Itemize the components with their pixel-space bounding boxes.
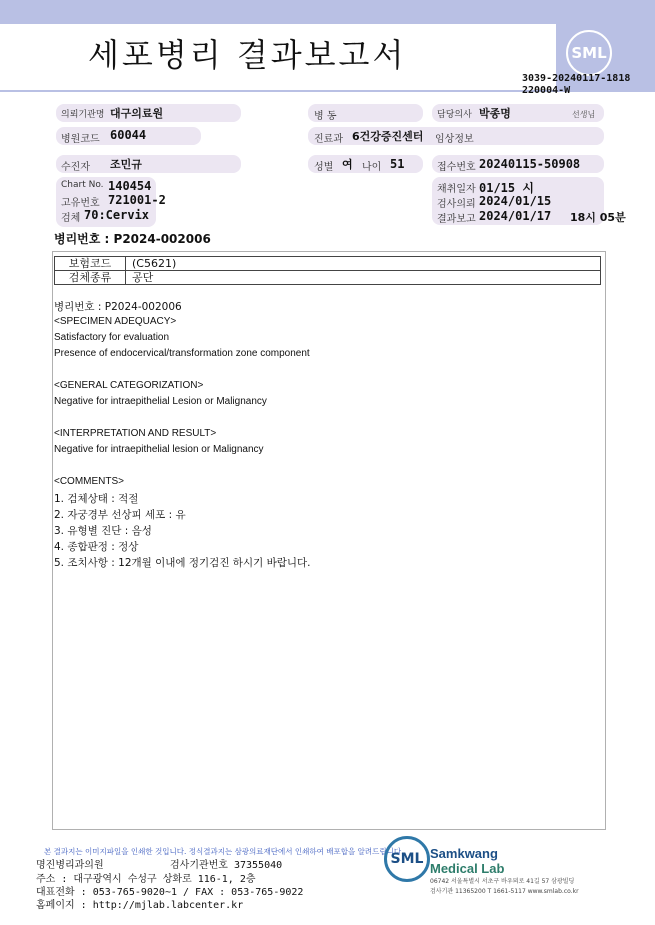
report-line: 1. 검체상태 : 적절 [54,493,139,505]
doctor-suffix: 선생님 [572,110,596,119]
clinical-info-label: 임상정보 [435,134,474,145]
collect-date: 01/15 시 [479,181,534,195]
report-line: Satisfactory for evaluation [54,332,170,343]
age-value: 51 [390,157,405,171]
report-line: 3. 유형별 진단 : 음성 [54,525,152,537]
report-line: Negative for intraepithelial Lesion or Malignancy [54,396,267,407]
sex-value: 여 [342,158,353,171]
receipt-label: 접수번호 [437,162,476,173]
report-line: 병리번호 : P2024-002006 [54,301,182,313]
report-line: <SPECIMEN ADEQUACY> [54,316,177,327]
hospital-name: 대구의료원 [110,107,164,120]
brand-address: 06742 서울특별시 서초구 바우뫼로 41길 57 삼광빌딩 [430,878,575,885]
specimen-label: 검체 [61,213,81,224]
table-cell-label: 검체종류 [55,271,126,285]
specimen-value: 70:Cervix [84,208,150,222]
result-date: 2024/01/17 [479,209,552,223]
patient-name: 조민규 [110,158,142,171]
report-line: 2. 자궁경부 선상피 세포 : 유 [54,509,186,521]
receipt-number: 20240115-50908 [479,157,581,171]
brand-name-line1: Samkwang [430,846,498,861]
collect-label: 채취일자 [437,184,476,195]
lab-address: 주소 : 대구광역시 수성구 상화로 116-1, 2층 [36,874,256,885]
brand-contact: 검사기관 11365200 T 1661-5117 www.smlab.co.kr [430,888,579,895]
request-label: 검사의뢰 [437,199,476,210]
result-label: 결과보고 [437,214,476,225]
pathology-number: 병리번호 : P2024-002006 [54,232,211,246]
id-label: 고유번호 [61,198,100,209]
report-line: 5. 조치사항 : 12개월 이내에 정기검진 하시기 바랍니다. [54,557,311,569]
doctor-name: 박종명 [479,107,511,120]
report-line: <GENERAL CATEGORIZATION> [54,380,204,391]
report-line: Presence of endocervical/transformation zone component [54,348,310,359]
doctor-label: 담당의사 [437,110,472,120]
report-number-line1: 3039-20240117-1818 [522,73,631,84]
table-cell-label: 보험코드 [55,257,126,271]
lab-homepage: 홈페이지 : http://mjlab.labcenter.kr [36,900,244,911]
request-date: 2024/01/15 [479,194,552,208]
insurance-table [54,256,601,285]
id-number: 721001-2 [108,193,166,207]
age-label: 나이 [362,162,382,173]
sml-logo: SML [566,30,612,76]
hospital-label: 의뢰기관명 [61,110,105,120]
brand-name-line2: Medical Lab [430,861,505,876]
lab-phone: 대표전화 : 053-765-9020~1 / FAX : 053-765-9022 [36,887,304,898]
chart-number: 140454 [108,179,152,193]
result-time: 18시 05분 [570,211,626,224]
report-line: 4. 종합판정 : 정상 [54,541,139,553]
report-line: <COMMENTS> [54,476,125,487]
hospital-code-label: 병원코드 [61,134,100,145]
table-cell-value: 공단 [126,271,601,285]
dept-name: 6건강증진센터 [352,130,424,143]
patient-label: 수진자 [61,162,90,173]
sex-label: 성별 [314,162,334,173]
lab-name: 명진병리과의원 [36,860,104,871]
report-line: Negative for intraepithelial lesion or Malignancy [54,444,264,455]
hospital-code: 60044 [110,128,147,142]
report-line: <INTERPRETATION AND RESULT> [54,428,217,439]
lab-code: 검사기관번호 37355040 [170,860,283,871]
table-cell-value: (C5621) [126,257,601,271]
table-row [55,271,601,285]
samkwang-logo: SML [384,836,430,882]
chart-label: Chart No. [61,180,104,190]
table-row [55,257,601,271]
report-number-line2: 220004-W [522,85,571,96]
report-title: 세포병리 결과보고서 [88,36,407,74]
dept-label: 진료과 [314,134,343,145]
ward-label: 병 동 [314,111,337,122]
print-notice: 본 결과지는 이미지파일을 인쇄한 것입니다. 정식결과지는 삼광의료재단에서 인쇄하여 배포합을 알려드립니다. [44,847,404,856]
